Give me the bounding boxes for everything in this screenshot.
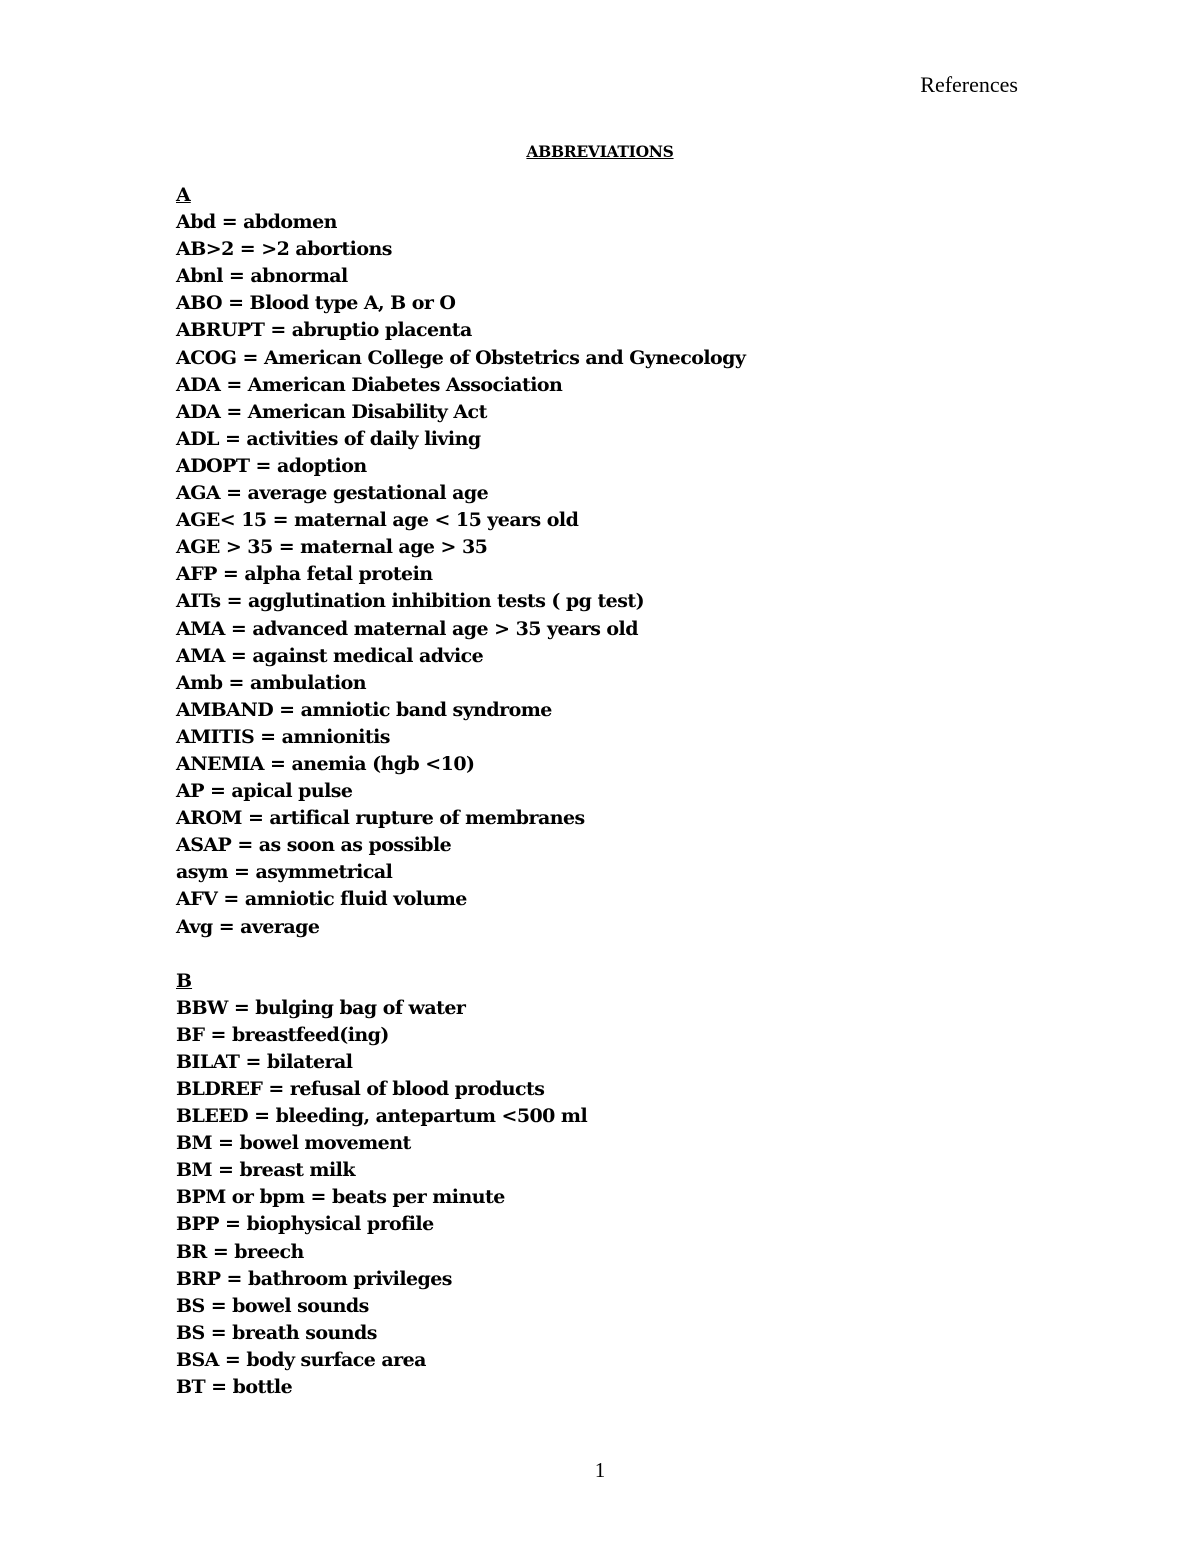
abbreviation-entry: BPP = biophysical profile (176, 1213, 434, 1236)
abbreviation-entry: Abd = abdomen (176, 211, 337, 234)
abbreviation-entry: ADA = American Disability Act (176, 400, 487, 423)
abbreviation-entry: AMITIS = amnionitis (176, 725, 390, 748)
abbreviation-entry: BM = bowel movement (176, 1132, 411, 1155)
abbreviation-entry: AROM = artifical rupture of membranes (176, 807, 585, 830)
running-header: References (920, 72, 1018, 97)
abbreviation-entry: Amb = ambulation (176, 671, 367, 694)
section-b (176, 968, 1076, 1402)
abbreviation-entry: BLEED = bleeding, antepartum <500 ml (176, 1105, 588, 1128)
abbreviation-entry: AP = apical pulse (176, 780, 353, 803)
abbreviation-entry: ADOPT = adoption (176, 454, 367, 477)
abbreviation-entry: BLDREF = refusal of blood products (176, 1078, 545, 1100)
abbreviation-entry: AFP = alpha fetal protein (176, 563, 433, 586)
abbreviation-entry: AMA = against medical advice (176, 644, 484, 667)
section-letter-heading: B (176, 969, 193, 992)
abbreviation-entry: AGE > 35 = maternal age > 35 (176, 536, 488, 559)
section-a (176, 182, 1076, 941)
abbreviation-entry: BR = breech (176, 1240, 304, 1263)
abbreviation-entry: AB>2 = >2 abortions (176, 238, 392, 261)
section-letter-heading: A (176, 184, 191, 206)
abbreviation-entry: BS = bowel sounds (176, 1294, 369, 1317)
abbreviation-entry: Avg = average (176, 915, 320, 938)
abbreviation-list (176, 182, 1076, 1401)
abbreviation-entry: ADA = American Diabetes Association (176, 373, 563, 396)
abbreviation-entry: BBW = bulging bag of water (176, 996, 466, 1019)
abbreviation-entry: ANEMIA = anemia (hgb <10) (176, 752, 475, 775)
abbreviation-entry: BF = breastfeed(ing) (176, 1023, 389, 1046)
abbreviation-entry: AGE< 15 = maternal age < 15 years old (176, 509, 579, 532)
section-entries (176, 209, 1076, 941)
abbreviation-entry: Abnl = abnormal (176, 265, 348, 288)
abbreviation-entry: AGA = average gestational age (176, 482, 489, 505)
abbreviation-entry: ABO = Blood type A, B or O (176, 292, 456, 315)
abbreviation-entry: BILAT = bilateral (176, 1050, 353, 1073)
abbreviation-entry: BM = breast milk (176, 1159, 355, 1182)
abbreviation-entry: AMA = advanced maternal age > 35 years old (176, 617, 638, 640)
section-entries (176, 995, 1076, 1401)
abbreviation-entry: BT = bottle (176, 1376, 293, 1399)
abbreviation-entry: ACOG = American College of Obstetrics and Gynecology (176, 346, 746, 369)
abbreviation-entry: asym = asymmetrical (176, 861, 393, 884)
abbreviation-entry: AFV = amniotic fluid volume (176, 888, 467, 911)
abbreviation-entry: BS = breath sounds (176, 1321, 377, 1344)
abbreviation-entry: ABRUPT = abruptio placenta (176, 319, 472, 342)
page-number: 1 (594, 1458, 606, 1482)
abbreviation-entry: ASAP = as soon as possible (176, 834, 452, 857)
page-title: ABBREVIATIONS (526, 142, 674, 161)
abbreviation-entry: AITs = agglutination inhibition tests ( pg test) (176, 590, 645, 613)
abbreviation-entry: BPM or bpm = beats per minute (176, 1186, 505, 1209)
abbreviation-entry: BRP = bathroom privileges (176, 1267, 452, 1290)
abbreviation-entry: BSA = body surface area (176, 1348, 426, 1371)
abbreviation-entry: ADL = activities of daily living (176, 427, 481, 450)
abbreviation-entry: AMBAND = amniotic band syndrome (176, 698, 552, 721)
